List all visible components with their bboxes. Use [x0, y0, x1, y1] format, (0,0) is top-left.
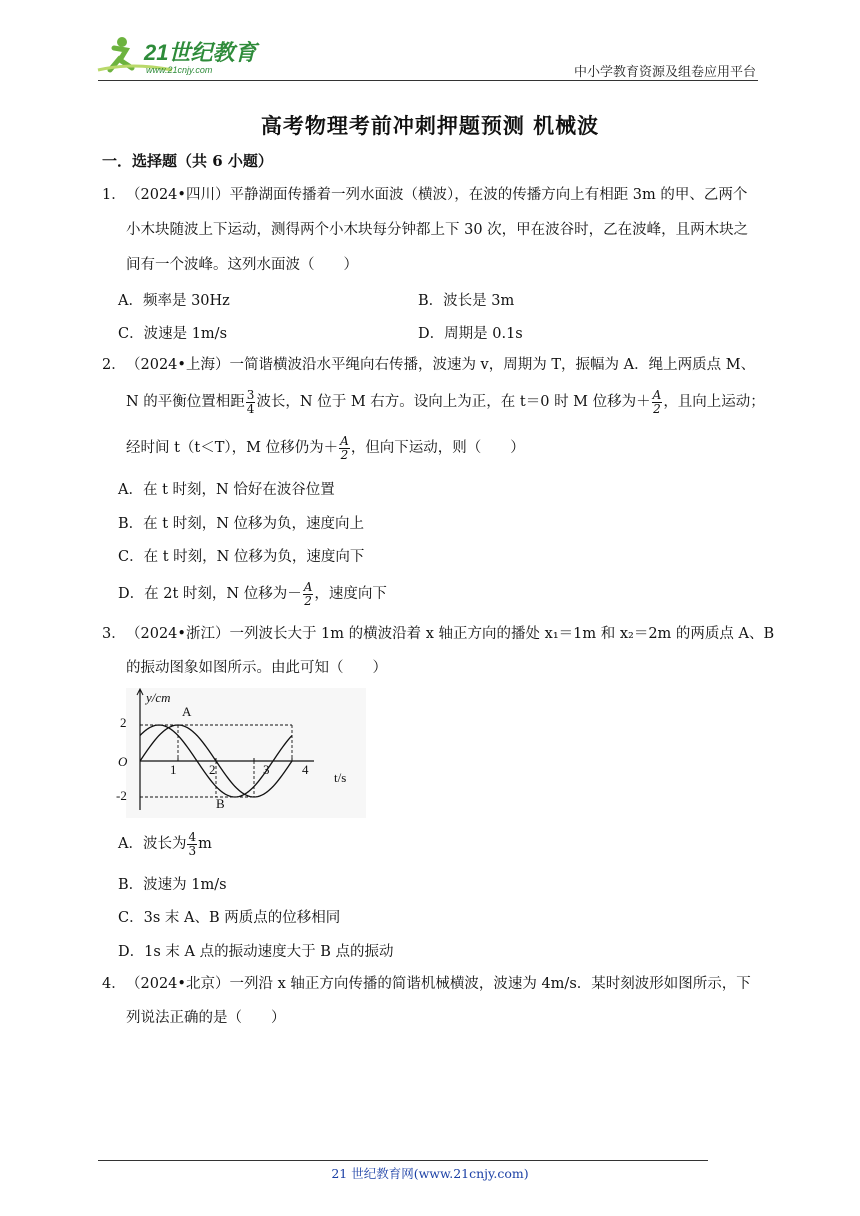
svg-text:www.21cnjy.com: www.21cnjy.com [146, 65, 213, 75]
question-text: 小木块随波上下运动，测得两个小木块每分钟都上下 30 次，甲在波谷时，乙在波峰，且两木块之 [126, 222, 749, 238]
x-tick-label: 3 [263, 762, 270, 777]
vibration-graph [116, 688, 366, 818]
question-text: 的振动图象如图所示。由此可知（ ） [126, 660, 387, 676]
fraction: $\frac{A}{2}$ [340, 433, 349, 462]
question-text: 间有一个波峰。这列水面波（ ） [126, 257, 358, 273]
question-number: 3． [102, 626, 126, 642]
option-a[interactable]: A．频率是 30Hz [118, 293, 230, 309]
option-d[interactable]: D．在 2t 时刻，N 位移为－ $\frac{A}{2}$ ，速度向下 [118, 579, 387, 608]
option-a[interactable]: A．在 t 时刻，N 恰好在波谷位置 [118, 482, 335, 498]
question-text: 列说法正确的是（ ） [126, 1010, 286, 1026]
footer-divider [98, 1160, 708, 1161]
site-logo [92, 34, 262, 78]
footer-text: 21 世纪教育网(www.21cnjy.com) [331, 1166, 529, 1181]
x-tick-label: 2 [209, 762, 216, 777]
fraction: $\frac{A}{2}$ [652, 387, 662, 416]
header-divider [98, 80, 758, 81]
x-tick-label: 4 [302, 762, 309, 777]
option-b[interactable]: B．波速为 1m/s [118, 877, 227, 893]
svg-text:21世纪教育: 21世纪教育 [144, 40, 257, 65]
question-text: （2024•北京）一列沿 x 轴正方向传播的简谐机械横波，波速为 4m/s．某时刻波形如图所示，下 [126, 976, 751, 992]
question-number: 4． [102, 976, 126, 992]
page-title: 高考物理考前冲刺押题预测 机械波 [260, 113, 600, 138]
option-b[interactable]: B．波长是 3m [418, 293, 515, 309]
option-a[interactable]: A．波长为 $\frac{4}{3}$ m [118, 829, 212, 858]
fraction: $\frac{A}{2}$ [303, 579, 313, 608]
option-b[interactable]: B．在 t 时刻，N 位移为负，速度向上 [118, 516, 364, 532]
question-text: （2024•上海）一简谐横波沿水平绳向右传播，波速为 v，周期为 T，振幅为 A．绳上两质点 M、 [126, 357, 756, 373]
point-label-a: A [182, 704, 192, 719]
origin-label: O [118, 754, 128, 769]
point-label-b: B [216, 796, 225, 811]
x-axis-label: t/s [334, 770, 347, 785]
option-c[interactable]: C．在 t 时刻，N 位移为负，速度向下 [118, 549, 365, 565]
y-tick-label: -2 [116, 788, 127, 803]
option-c[interactable]: C．3s 末 A、B 两质点的位移相同 [118, 910, 341, 926]
y-tick-label: 2 [120, 715, 127, 730]
option-c[interactable]: C．波速是 1m/s [118, 326, 228, 342]
site-slogan: 中小学教育资源及组卷应用平台 [573, 65, 756, 80]
option-d[interactable]: D．1s 末 A 点的振动速度大于 B 点的振动 [118, 944, 394, 960]
question-number: 1． [102, 187, 126, 203]
x-tick-label: 1 [170, 762, 177, 777]
option-d[interactable]: D．周期是 0.1s [418, 326, 523, 342]
question-number: 2． [102, 357, 126, 373]
fraction: $\frac{3}{4}$ [246, 387, 255, 416]
question-text: （2024•四川）平静湖面传播着一列水面波（横波），在波的传播方向上有相距 3m 的甲、乙两个 [126, 187, 748, 203]
section-title: 一．选择题（共 6 小题） [102, 152, 273, 170]
fraction: $\frac{4}{3}$ [188, 829, 197, 858]
question-text: 经时间 t（t＜T），M 位移仍为＋ $\frac{A}{2}$ ，但向下运动，则（ ） [126, 433, 525, 462]
question-text: （2024•浙江）一列波长大于 1m 的横波沿着 x 轴正方向的播处 x₁＝1m 和 x₂＝2m 的两质点 A、B [126, 626, 775, 642]
y-axis-label: y/cm [146, 690, 171, 705]
question-text: N 的平衡位置相距 $\frac{3}{4}$ 波长，N 位于 M 右方。设向上为正，在 t＝0 时 M 位移为＋ $\frac{A}{2}$ ，且向上运动； [126, 387, 765, 416]
